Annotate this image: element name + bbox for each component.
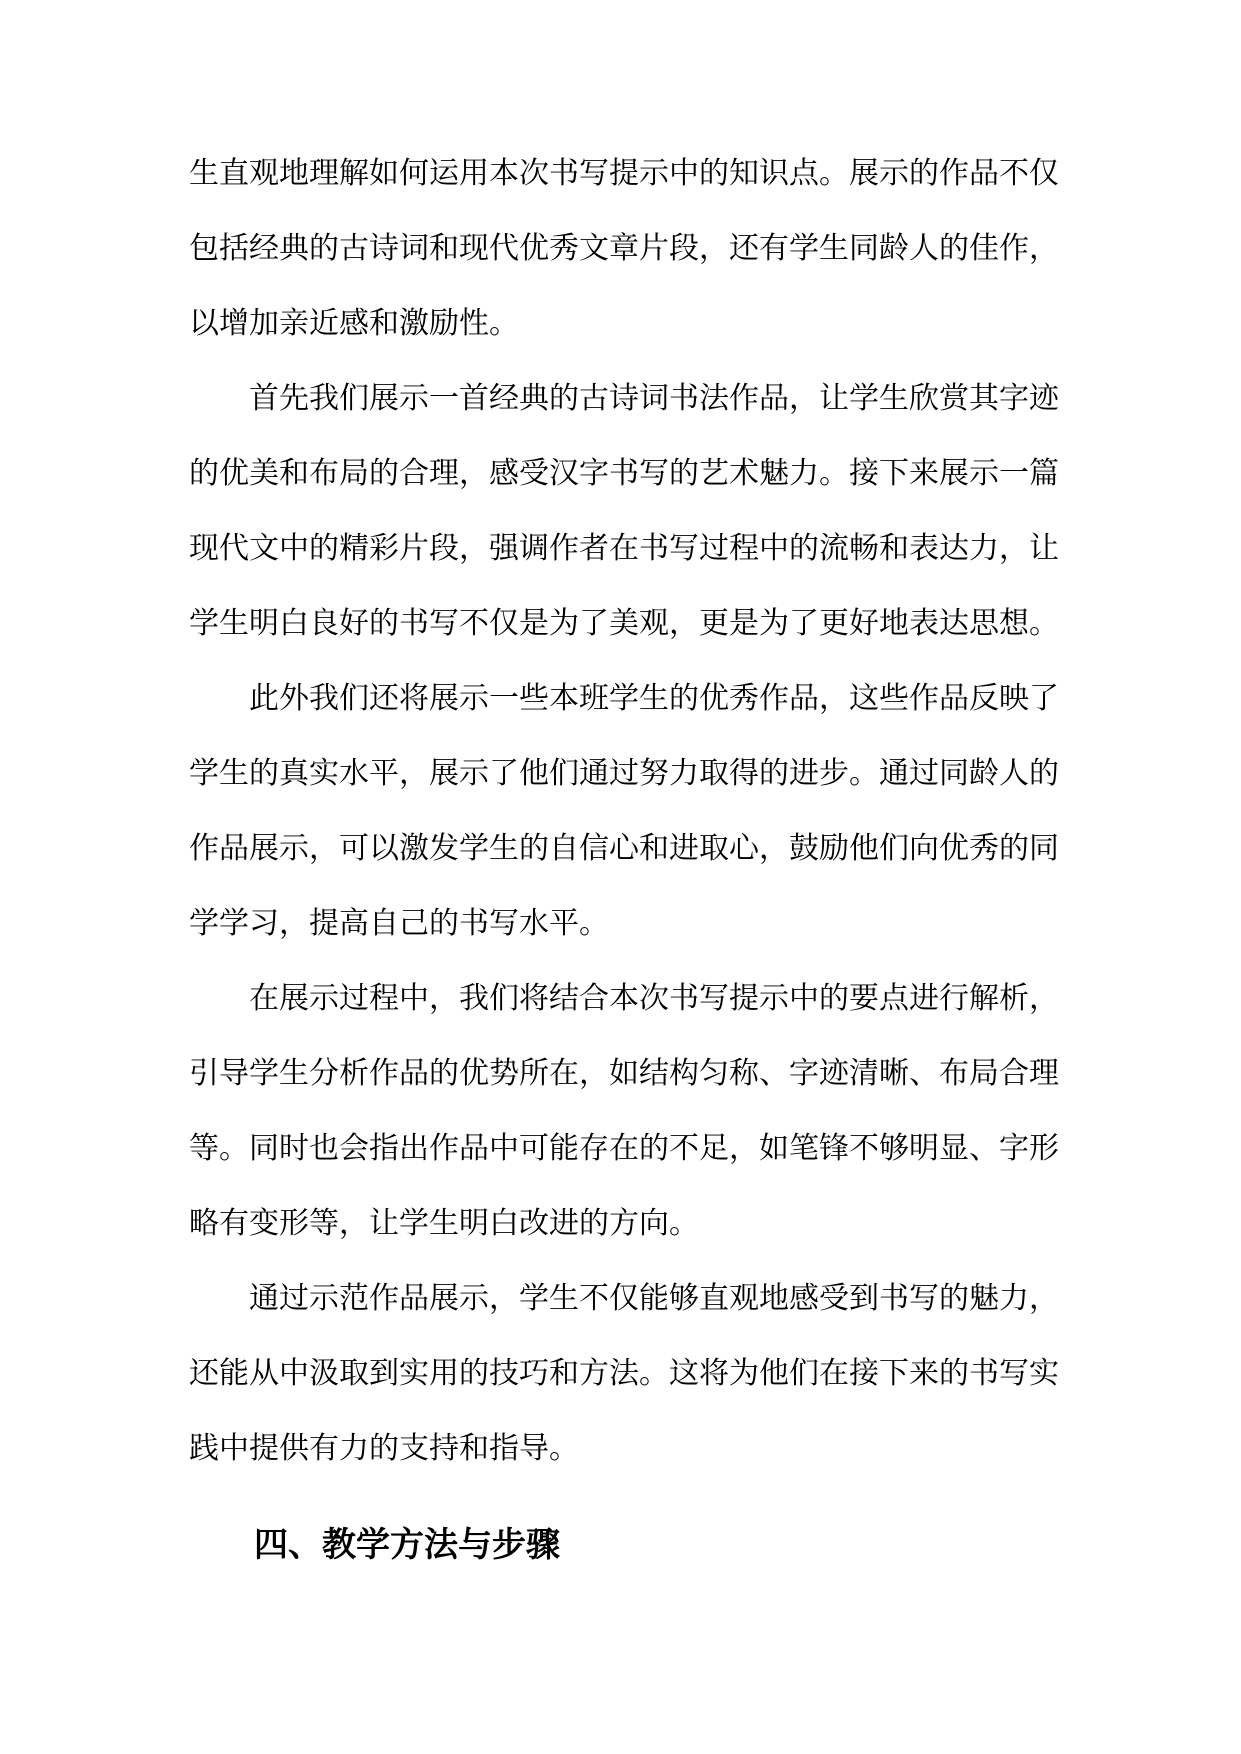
- paragraph: 此外我们还将展示一些本班学生的优秀作品，这些作品反映了学生的真实水平，展示了他们通过努力取得的进步。通过同龄人的作品展示，可以激发学生的自信心和进取心，鼓励他们向优秀的同学学习，提高自己的书写水平。: [189, 681, 1059, 941]
- paragraph: 首先我们展示一首经典的古诗词书法作品，让学生欣赏其字迹的优美和布局的合理，感受汉字书写的艺术魅力。接下来展示一篇现代文中的精彩片段，强调作者在书写过程中的流畅和表达力，让学生明白良好的书写不仅是为了美观，更是为了更好地表达思想。: [189, 381, 1059, 641]
- section-heading: 四、教学方法与步骤: [254, 1525, 560, 1565]
- paragraph-continued: 生直观地理解如何运用本次书写提示中的知识点。展示的作品不仅包括经典的古诗词和现代优秀文章片段，还有学生同龄人的佳作，以增加亲近感和激励性。: [189, 156, 1059, 341]
- body-text: [189, 136, 1059, 1486]
- paragraph: 在展示过程中，我们将结合本次书写提示中的要点进行解析，引导学生分析作品的优势所在，如结构匀称、字迹清晰、布局合理等。同时也会指出作品中可能存在的不足，如笔锋不够明显、字形略有变形等，让学生明白改进的方向。: [189, 981, 1059, 1241]
- paragraph: 通过示范作品展示，学生不仅能够直观地感受到书写的魅力，还能从中汲取到实用的技巧和方法。这将为他们在接下来的书写实践中提供有力的支持和指导。: [189, 1281, 1059, 1466]
